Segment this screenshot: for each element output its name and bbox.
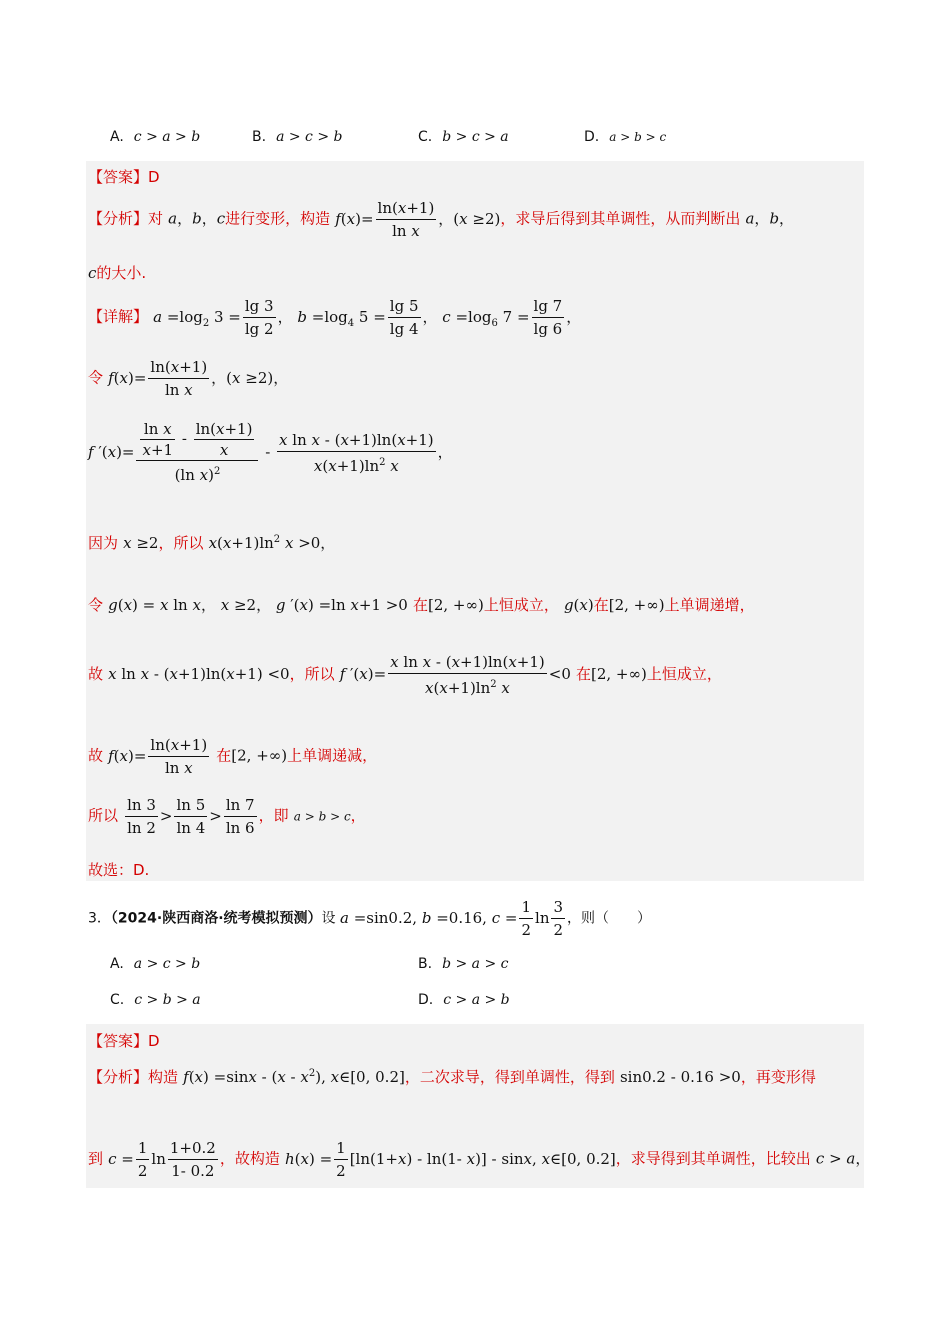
q3-option-b[interactable]: B. b > a > c	[418, 956, 509, 972]
option-label: D.	[584, 129, 600, 145]
q3-analysis-line: 【分析】构造 $f(x) =\sin x - (x - x^2)$, x∈[0, 0.2]，二次求导，得到单调性，得到 sin0.2 - 0.16 >0，再变形得	[88, 1068, 816, 1086]
answer-tag: 【答案】	[88, 168, 149, 186]
q2-option-c[interactable]	[418, 129, 509, 145]
q2-analysis-line-2: c的大小.	[88, 264, 147, 282]
option-value: a > c > b	[276, 129, 343, 145]
q3-option-d[interactable]: D. c > a > b	[418, 992, 510, 1008]
option-value: a > b > c	[609, 130, 667, 144]
q3-stem: 3．（2024·陕西商洛·统考模拟预测）设 a =sin0.2, b =0.16, c = $\frac{1}{2}$ ln $\frac{3}{2}$ ，则（ ）	[88, 898, 652, 939]
q3-answer-line: 【答案】D	[88, 1032, 160, 1050]
q2-let-f-line: 令 f(x)= $\frac{\ln(x+1)}{\text{ln x}}$ ，(x ≥2)，	[88, 358, 289, 399]
q2-decreasing-line: 故 f(x)= $\frac{\ln(x+1)}{\text{ln x}}$ 在[2, +∞)上单调递减，	[88, 736, 378, 777]
option-value: c > a > b	[133, 129, 201, 145]
answer-value: D	[148, 168, 160, 186]
q2-choose-line: 故选：D.	[88, 861, 150, 879]
q2-option-a[interactable]	[110, 129, 200, 145]
q2-derivative-line: f ′(x)= $\frac{\text{ln x}}{x+1}$ - $\frac{\ln(x+1)}{x}$ (ln x)$^2$ - $\frac{\text{x ln x - (x+1)ln(x+1)}}{x(x+1)\ln^2 x}$ ，	[88, 420, 453, 484]
q2-conclusion-line: 所以 $\frac{\ln 3}{\ln 2}$ > $\frac{\ln 5}{\ln 4}$ > $\frac{\ln 7}{\ln 6}$ ，即 a > b > c，	[88, 796, 366, 837]
option-label: B.	[252, 129, 267, 145]
q2-option-b[interactable]	[252, 129, 342, 145]
q3-option-c[interactable]: C. c > b > a	[110, 992, 201, 1008]
option-value: b > c > a	[442, 129, 509, 145]
option-label: C.	[418, 129, 433, 145]
q2-analysis-line: 【分析】对 a，b，c进行变形，构造 f(x)= $\frac{\ln(x+1)}{\text{ln x}}$ ，(x ≥2)，求导后得到其单调性，从而判断出 a，b，	[88, 199, 795, 240]
q3-analysis-line-2: 到 c = $\frac{1}{2}$ ln $\frac{1+0.2}{1- 0.2}$ ，故构造 h(x) = $\frac{1}{2}$ [ln(1+x) - ln(1- x)] - sinx, x∈[0, 0.2]，求导得到其单调性，比较出 c > a，	[88, 1139, 871, 1180]
q2-option-d[interactable]	[584, 129, 666, 145]
q2-therefore-line: 故 x ln x - (x+1)ln(x+1) <0，所以 f ′(x)= $\frac{\text{x ln x - (x+1)ln(x+1)}}{x(x+1)\ln^2 x}$ <0 在[2, +∞)上恒成立，	[88, 653, 722, 697]
q2-detail-line: 【详解】 $a =\log_2$ 3 = $\frac{\lg 3}{\lg 2}$ ， $b =\log_4$ 5 = $\frac{\lg 5}{\lg 4}$ ， $c =\log_6$ 7 = $\frac{\lg 7}{\lg 6}$ ，	[88, 297, 582, 338]
q2-answer-line	[88, 166, 160, 187]
option-label: A.	[110, 129, 124, 145]
q2-because-line: 因为 x ≥2，所以 $x(x+1)\ln^2$ x >0，	[88, 534, 336, 552]
q2-let-g-line: 令 g(x) = x ln x， x ≥2， g ′(x) =ln x+1 >0 在[2, +∞)上恒成立， g(x)在[2, +∞)上单调递增，	[88, 596, 755, 614]
q3-option-a[interactable]: A. a > c > b	[110, 956, 201, 972]
